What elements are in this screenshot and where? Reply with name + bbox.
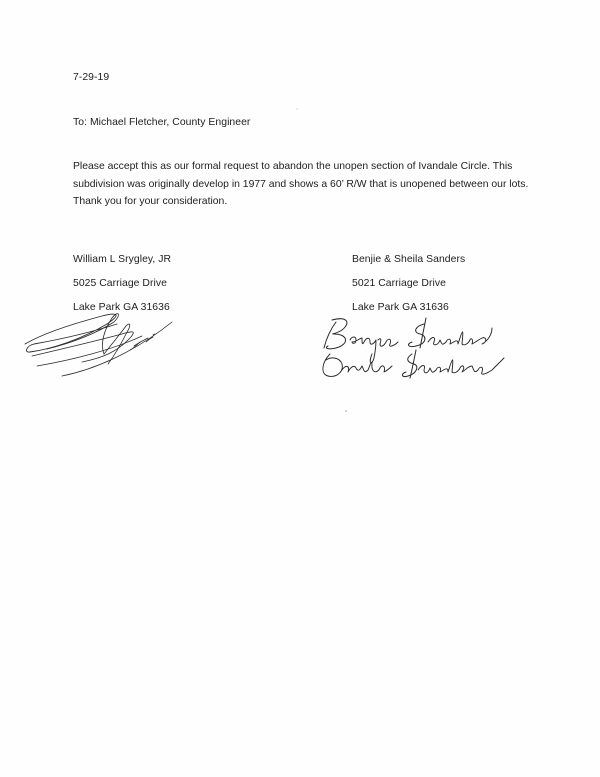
right-handwritten-signature [316, 314, 506, 384]
paper-speck [345, 410, 347, 412]
left-signatory-name: William L Srygley, JR [73, 254, 172, 265]
letter-body [73, 158, 543, 211]
left-signatory-address: 5025 Carriage Drive [73, 278, 167, 289]
letter-date: 7-29-19 [73, 72, 110, 83]
right-signatory-name: Benjie & Sheila Sanders [352, 254, 466, 265]
left-handwritten-signature [22, 294, 182, 384]
letter-recipient: To: Michael Fletcher, County Engineer [73, 117, 251, 128]
body-line: Please accept this as our formal request to abandon the unopen section of Ivandale Circle. This [73, 161, 513, 172]
right-signatory-address: 5021 Carriage Drive [352, 278, 446, 289]
body-line: Thank you for your consideration. [73, 196, 228, 207]
body-line: subdivision was originally develop in 1977 and shows a 60’ R/W that is unopened between our lots. [73, 178, 529, 190]
right-signatory-city: Lake Park GA 31636 [352, 302, 449, 313]
paper-speck [296, 108, 298, 110]
left-signatory-city: Lake Park GA 31636 [73, 302, 170, 313]
